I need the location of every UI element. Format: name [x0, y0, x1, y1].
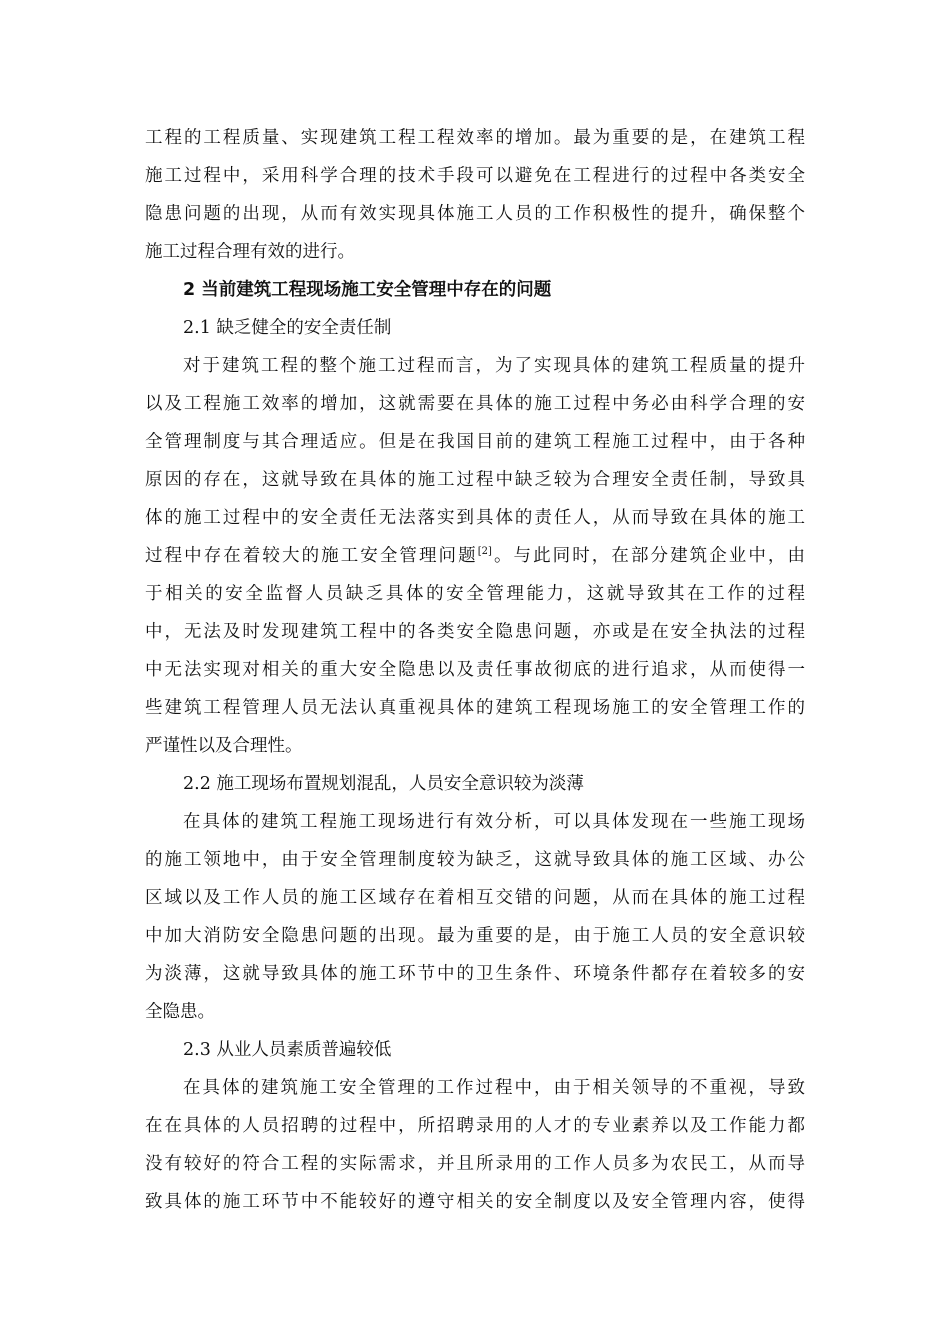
text-line: 为淡薄，这就导致具体的施工环节中的卫生条件、环境条件都存在着较多的安: [145, 964, 805, 984]
text-line: 全隐患。: [145, 1002, 215, 1022]
citation-reference: [2]: [477, 546, 492, 558]
text-line: 在具体的建筑工程施工现场进行有效分析，可以具体发现在一些施工现场: [183, 812, 805, 832]
text-line: 的施工领地中，由于安全管理制度较为缺乏，这就导致具体的施工区域、办公: [145, 850, 805, 870]
text-line: 区域以及工作人员的施工区域存在着相互交错的问题，从而在具体的施工过程: [145, 888, 805, 908]
text-line: 对于建筑工程的整个施工过程而言，为了实现具体的建筑工程质量的提升: [183, 356, 805, 376]
paragraph: [145, 347, 805, 765]
text-line: 致具体的施工环节中不能较好的遵守相关的安全制度以及安全管理内容，使得: [145, 1192, 805, 1212]
paragraph: [145, 803, 805, 1031]
subsection-heading: 2.2 施工现场布置规划混乱，人员安全意识较为淡薄: [183, 774, 584, 794]
text-line: 在在具体的人员招聘的过程中，所招聘录用的人才的专业素养以及工作能力都: [145, 1116, 805, 1136]
text-line: 施工过程合理有效的进行。: [145, 242, 355, 262]
text-line: 中加大消防安全隐患问题的出现。最为重要的是，由于施工人员的安全意识较: [145, 926, 805, 946]
text-line: 工程的工程质量、实现建筑工程工程效率的增加。最为重要的是，在建筑工程: [145, 128, 805, 148]
text-line: 严谨性以及合理性。: [145, 736, 303, 756]
text-line: 中，无法及时发现建筑工程中的各类安全隐患问题，亦或是在安全执法的过程: [145, 622, 805, 642]
text-line: 于相关的安全监督人员缺乏具体的安全管理能力，这就导致其在工作的过程: [145, 584, 805, 604]
text-line: 隐患问题的出现，从而有效实现具体施工人员的工作积极性的提升，确保整个: [145, 204, 805, 224]
paragraph: [145, 119, 805, 271]
document-body: [145, 119, 805, 1221]
subsection-heading: 2.1 缺乏健全的安全责任制: [183, 318, 392, 338]
text-segment: 过程中存在着较大的施工安全管理问题: [145, 546, 478, 566]
section-heading: 2 当前建筑工程现场施工安全管理中存在的问题: [183, 280, 552, 300]
text-line: 以及工程施工效率的增加，这就需要在具体的施工过程中务必由科学合理的安: [145, 394, 805, 414]
text-line-with-citation: [145, 537, 805, 575]
text-line: 全管理制度与其合理适应。但是在我国目前的建筑工程施工过程中，由于各种: [145, 432, 805, 452]
text-line: 中无法实现对相关的重大安全隐患以及责任事故彻底的进行追求，从而使得一: [145, 660, 805, 680]
text-line: 没有较好的符合工程的实际需求，并且所录用的工作人员多为农民工，从而导: [145, 1154, 805, 1174]
text-line: 些建筑工程管理人员无法认真重视具体的建筑工程现场施工的安全管理工作的: [145, 698, 805, 718]
text-segment: 。与此同时，在部分建筑企业中，由: [491, 546, 805, 566]
text-line: 原因的存在，这就导致在具体的施工过程中缺乏较为合理安全责任制，导致具: [145, 470, 805, 490]
subsection-heading: 2.3 从业人员素质普遍较低: [183, 1040, 392, 1060]
text-line: 体的施工过程中的安全责任无法落实到具体的责任人，从而导致在具体的施工: [145, 508, 805, 528]
text-line: 施工过程中，采用科学合理的技术手段可以避免在工程进行的过程中各类安全: [145, 166, 805, 186]
text-line: 在具体的建筑施工安全管理的工作过程中，由于相关领导的不重视，导致: [183, 1078, 805, 1098]
paragraph: [145, 1069, 805, 1221]
